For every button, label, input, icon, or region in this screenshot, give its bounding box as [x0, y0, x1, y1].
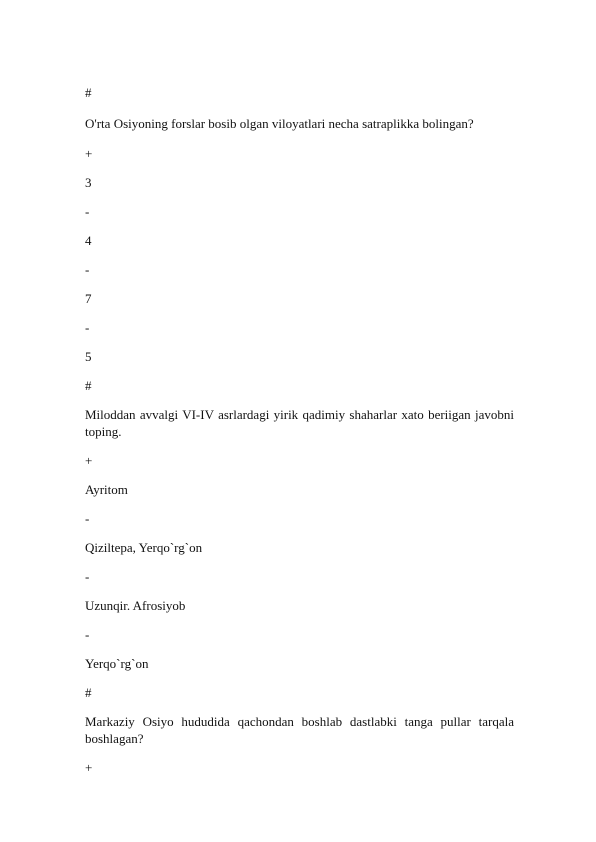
wrong-answer-marker: - [85, 204, 90, 219]
answer-option: 3 [85, 175, 92, 190]
correct-answer-marker: + [85, 453, 93, 468]
answer-option: Ayritom [85, 482, 128, 497]
answer-option: Yerqo`rg`on [85, 656, 149, 671]
answer-option: 4 [85, 233, 92, 248]
answer-option: Uzunqir. Afrosiyob [85, 598, 186, 613]
question-text: Markaziy Osiyo hududida qachondan boshlab dastlabki tanga pullar tarqala boshlagan? [85, 714, 514, 746]
question-text: Miloddan avvalgi VI-IV asrlardagi yirik qadimiy shaharlar xato beriigan javobni toping. [85, 407, 514, 439]
answer-option: Qiziltepa, Yerqo`rg`on [85, 540, 203, 555]
wrong-answer-marker: - [85, 511, 90, 526]
correct-answer-marker: + [85, 760, 93, 775]
correct-answer-marker: + [85, 146, 93, 161]
wrong-answer-marker: - [85, 627, 90, 642]
document-page [85, 84, 514, 776]
question-marker: # [85, 685, 92, 700]
wrong-answer-marker: - [85, 569, 90, 584]
answer-option: 7 [85, 291, 92, 306]
question-marker: # [85, 85, 92, 100]
question-marker: # [85, 378, 92, 393]
wrong-answer-marker: - [85, 320, 90, 335]
wrong-answer-marker: - [85, 262, 90, 277]
question-text: O'rta Osiyoning forslar bosib olgan viloyatlari necha satraplikka bolingan? [85, 116, 474, 131]
answer-option: 5 [85, 349, 92, 364]
